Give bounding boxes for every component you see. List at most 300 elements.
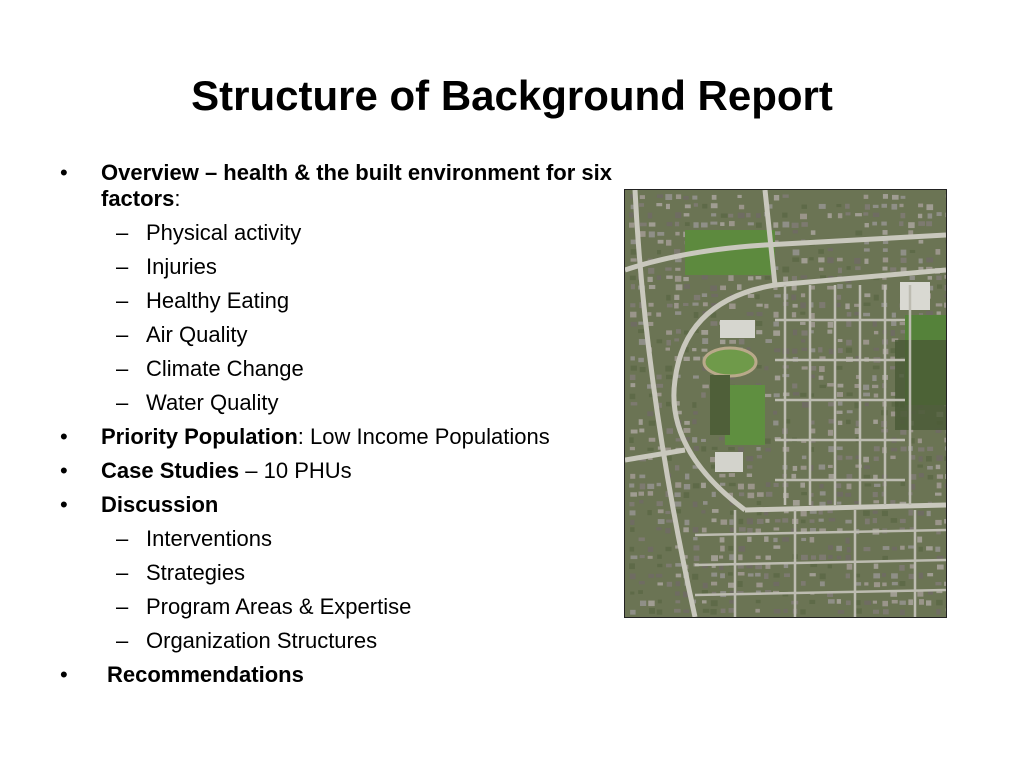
house-roof	[720, 537, 725, 542]
house-roof	[665, 194, 672, 200]
house-roof	[837, 303, 841, 307]
house-roof	[729, 483, 736, 486]
house-roof	[738, 572, 745, 576]
house-roof	[656, 527, 661, 530]
house-roof	[883, 609, 889, 614]
subbullet-label: Interventions	[146, 526, 272, 551]
house-roof	[801, 258, 807, 263]
house-roof	[676, 438, 681, 441]
aerial-photo	[624, 189, 947, 618]
house-roof	[676, 574, 681, 578]
dash-marker: –	[116, 322, 129, 347]
house-roof	[819, 302, 825, 308]
house-roof	[757, 455, 762, 458]
house-roof	[737, 581, 742, 587]
house-roof	[630, 520, 634, 525]
house-roof	[675, 232, 679, 236]
house-roof	[711, 582, 717, 586]
house-roof	[847, 392, 853, 396]
house-roof	[756, 223, 762, 228]
house-roof	[800, 312, 805, 315]
subbullet-healthy-eating	[60, 288, 640, 314]
house-roof	[629, 502, 634, 506]
bullet-discussion	[60, 492, 640, 518]
house-roof	[666, 330, 672, 334]
house-roof	[847, 484, 852, 490]
house-roof	[692, 419, 696, 424]
subbullet-program-areas	[60, 594, 640, 620]
house-roof	[873, 475, 878, 480]
house-roof	[674, 303, 679, 309]
house-roof	[712, 492, 716, 497]
house-roof	[829, 419, 835, 423]
bullet-marker: •	[60, 424, 68, 449]
house-roof	[910, 276, 915, 280]
aerial-field	[725, 385, 765, 445]
house-roof	[737, 284, 742, 290]
house-roof	[702, 528, 707, 533]
house-roof	[928, 475, 934, 480]
house-roof	[882, 204, 888, 208]
house-roof	[899, 204, 903, 207]
house-roof	[863, 313, 870, 316]
house-roof	[801, 528, 807, 532]
house-roof	[748, 294, 754, 298]
house-roof	[728, 572, 733, 575]
house-roof	[873, 492, 878, 497]
house-roof	[630, 356, 634, 360]
house-roof	[739, 339, 745, 345]
house-roof	[701, 439, 706, 442]
house-roof	[657, 582, 662, 585]
house-roof	[937, 311, 941, 314]
house-roof	[919, 473, 924, 477]
house-roof	[739, 205, 744, 209]
house-roof	[890, 456, 895, 459]
house-roof	[694, 556, 700, 561]
house-roof	[693, 527, 699, 533]
house-roof	[773, 322, 779, 327]
house-roof	[711, 573, 717, 577]
house-roof	[702, 338, 708, 344]
house-roof	[774, 483, 779, 487]
house-roof	[773, 312, 778, 318]
house-roof	[793, 392, 799, 395]
house-roof	[783, 277, 788, 282]
house-roof	[693, 545, 699, 550]
house-roof	[800, 214, 807, 220]
house-roof	[891, 348, 896, 353]
house-roof	[638, 322, 644, 325]
house-roof	[892, 195, 899, 200]
house-roof	[810, 564, 817, 567]
house-roof	[630, 375, 636, 380]
house-roof	[666, 240, 671, 246]
house-roof	[865, 204, 870, 209]
house-roof	[710, 285, 717, 291]
house-roof	[810, 537, 815, 542]
house-roof	[926, 204, 933, 210]
house-roof	[784, 573, 790, 577]
house-roof	[944, 438, 946, 443]
house-roof	[872, 222, 877, 226]
house-roof	[937, 556, 944, 559]
house-roof	[883, 248, 888, 252]
house-roof	[667, 582, 672, 587]
house-roof	[828, 322, 834, 328]
house-roof	[764, 573, 768, 579]
house-roof	[729, 519, 733, 525]
house-roof	[720, 483, 725, 486]
house-roof	[676, 284, 683, 290]
house-roof	[720, 546, 725, 552]
house-roof	[811, 555, 816, 559]
house-roof	[676, 194, 681, 199]
house-roof	[810, 519, 815, 523]
house-roof	[837, 284, 843, 289]
house-roof	[792, 257, 799, 261]
house-roof	[819, 484, 823, 489]
house-roof	[721, 519, 728, 524]
house-roof	[872, 385, 878, 388]
subbullet-air-quality	[60, 322, 640, 348]
house-roof	[703, 583, 708, 589]
house-roof	[846, 573, 850, 578]
house-roof	[800, 322, 805, 325]
house-roof	[648, 303, 653, 307]
house-roof	[801, 339, 805, 342]
house-roof	[926, 258, 933, 263]
house-roof	[845, 520, 851, 524]
house-roof	[818, 347, 822, 352]
house-roof	[685, 474, 689, 480]
subbullet-label: Program Areas & Expertise	[146, 594, 412, 619]
house-roof	[873, 213, 879, 217]
discussion-heading: Discussion	[101, 492, 219, 517]
house-roof	[800, 483, 805, 488]
house-roof	[855, 213, 862, 216]
house-roof	[638, 329, 645, 333]
house-roof	[649, 231, 655, 237]
house-roof	[631, 383, 636, 387]
house-roof	[765, 339, 772, 343]
house-roof	[829, 518, 835, 521]
house-roof	[756, 330, 762, 334]
house-roof	[721, 609, 726, 614]
house-roof	[640, 367, 646, 372]
house-roof	[774, 294, 781, 297]
house-roof	[819, 502, 825, 506]
house-roof	[675, 482, 681, 487]
house-roof	[936, 600, 943, 606]
house-roof	[712, 195, 717, 200]
house-roof	[676, 581, 681, 586]
house-roof	[837, 556, 842, 560]
overview-colon: :	[174, 186, 181, 211]
house-roof	[793, 249, 800, 255]
house-roof	[854, 258, 860, 264]
house-roof	[899, 581, 905, 586]
house-roof	[657, 483, 661, 486]
house-roof	[828, 564, 832, 568]
house-roof	[818, 249, 824, 254]
house-roof	[819, 510, 823, 514]
house-roof	[918, 439, 922, 444]
house-roof	[828, 430, 833, 436]
house-roof	[630, 447, 635, 450]
house-roof	[828, 545, 833, 550]
house-roof	[846, 600, 851, 605]
house-roof	[773, 222, 778, 227]
house-roof	[945, 483, 946, 487]
house-roof	[793, 304, 798, 308]
house-roof	[710, 222, 717, 225]
house-roof	[747, 465, 752, 468]
house-roof	[782, 518, 788, 522]
house-roof	[891, 321, 896, 326]
house-roof	[692, 303, 698, 306]
house-roof	[675, 212, 681, 218]
house-roof	[683, 428, 690, 433]
house-roof	[801, 581, 806, 586]
house-roof	[766, 492, 772, 497]
house-roof	[819, 204, 826, 209]
house-roof	[729, 608, 735, 613]
house-roof	[630, 527, 634, 532]
house-roof	[793, 500, 800, 506]
aerial-building	[900, 282, 930, 310]
house-roof	[748, 573, 754, 576]
house-roof	[801, 538, 806, 541]
house-roof	[793, 466, 797, 471]
house-roof	[693, 357, 700, 361]
house-roof	[827, 500, 832, 504]
house-roof	[701, 446, 706, 451]
house-roof	[738, 484, 744, 490]
subbullet-organization-structures	[60, 628, 640, 654]
house-roof	[792, 276, 797, 281]
house-roof	[874, 295, 879, 301]
house-roof	[773, 582, 779, 586]
house-roof	[666, 375, 672, 379]
bullet-recommendations	[60, 662, 640, 688]
house-roof	[908, 510, 913, 516]
subbullet-injuries	[60, 254, 640, 280]
house-roof	[845, 212, 850, 215]
aerial-building	[720, 320, 755, 338]
house-roof	[739, 519, 744, 524]
house-roof	[712, 509, 719, 513]
house-roof	[675, 311, 681, 315]
house-roof	[927, 466, 933, 470]
house-roof	[666, 340, 671, 346]
house-roof	[631, 366, 637, 371]
house-roof	[649, 608, 655, 614]
house-roof	[819, 366, 825, 372]
house-roof	[765, 448, 771, 452]
house-roof	[820, 581, 825, 586]
case-studies-text: – 10 PHUs	[239, 458, 352, 483]
house-roof	[944, 582, 946, 586]
house-roof	[865, 403, 869, 407]
house-roof	[648, 268, 654, 274]
house-roof	[692, 437, 697, 442]
house-roof	[936, 276, 941, 281]
house-roof	[639, 203, 644, 207]
house-roof	[801, 492, 807, 495]
house-roof	[685, 204, 691, 208]
house-roof	[712, 518, 717, 522]
house-roof	[701, 392, 706, 397]
house-roof	[874, 484, 880, 487]
house-roof	[909, 574, 915, 579]
house-roof	[892, 547, 897, 551]
house-roof	[693, 375, 699, 378]
house-roof	[757, 519, 764, 524]
house-roof	[873, 500, 879, 503]
house-roof	[827, 330, 832, 334]
house-roof	[892, 313, 896, 318]
house-roof	[711, 213, 716, 216]
bullet-case-studies	[60, 458, 640, 484]
house-roof	[935, 493, 942, 496]
house-roof	[674, 501, 681, 506]
house-roof	[683, 196, 688, 200]
house-roof	[639, 429, 644, 433]
house-roof	[855, 608, 862, 613]
house-roof	[836, 204, 841, 207]
house-roof	[703, 501, 708, 505]
house-roof	[729, 473, 735, 477]
house-roof	[640, 223, 647, 227]
house-roof	[846, 555, 851, 561]
house-roof	[891, 204, 897, 210]
house-roof	[846, 321, 851, 327]
house-roof	[874, 457, 879, 461]
house-roof	[647, 510, 651, 515]
house-roof	[748, 493, 755, 499]
house-roof	[809, 600, 815, 604]
house-roof	[891, 330, 895, 336]
house-roof	[837, 411, 843, 414]
subbullet-label: Water Quality	[146, 390, 279, 415]
house-roof	[720, 573, 725, 578]
house-roof	[629, 212, 633, 217]
house-roof	[639, 419, 643, 425]
house-roof	[631, 284, 635, 289]
house-roof	[935, 547, 940, 552]
house-roof	[738, 447, 744, 452]
house-roof	[638, 358, 644, 362]
house-roof	[674, 295, 679, 300]
house-roof	[755, 565, 762, 569]
house-roof	[827, 257, 833, 263]
house-roof	[945, 510, 946, 513]
house-roof	[701, 222, 708, 227]
house-roof	[846, 456, 853, 460]
house-roof	[647, 448, 653, 451]
house-roof	[945, 285, 946, 291]
house-roof	[800, 609, 805, 614]
house-roof	[675, 465, 679, 470]
house-roof	[864, 465, 870, 469]
house-roof	[629, 563, 635, 569]
house-roof	[674, 492, 680, 497]
house-roof	[746, 213, 750, 217]
house-roof	[927, 511, 931, 516]
house-roof	[756, 321, 762, 326]
house-roof	[684, 421, 690, 425]
house-roof	[648, 547, 653, 552]
house-roof	[665, 547, 671, 551]
house-roof	[910, 250, 915, 253]
house-roof	[746, 456, 753, 461]
house-roof	[874, 331, 878, 334]
house-roof	[800, 302, 806, 308]
bullet-marker: •	[60, 662, 68, 687]
house-roof	[883, 230, 888, 235]
house-roof	[863, 457, 869, 463]
bullet-marker: •	[60, 492, 68, 517]
house-roof	[728, 275, 733, 281]
house-roof	[774, 195, 779, 201]
house-roof	[702, 275, 708, 279]
house-roof	[640, 484, 646, 490]
house-roof	[873, 511, 878, 514]
house-roof	[847, 266, 851, 270]
house-roof	[711, 203, 718, 208]
house-roof	[793, 230, 798, 233]
house-roof	[766, 482, 771, 487]
house-roof	[917, 591, 923, 596]
house-roof	[692, 402, 696, 408]
house-roof	[899, 221, 903, 226]
house-roof	[936, 465, 941, 469]
house-roof	[656, 375, 661, 380]
house-roof	[647, 484, 654, 489]
house-roof	[703, 609, 710, 613]
house-roof	[739, 527, 746, 531]
house-roof	[656, 312, 661, 316]
house-roof	[919, 599, 924, 605]
house-roof	[828, 446, 833, 452]
house-roof	[891, 573, 898, 578]
house-roof	[855, 266, 860, 270]
house-roof	[845, 303, 849, 309]
subbullet-label: Air Quality	[146, 322, 248, 347]
house-roof	[782, 222, 789, 228]
house-roof	[873, 366, 880, 370]
house-roof	[863, 385, 869, 390]
house-roof	[936, 303, 943, 306]
house-roof	[702, 204, 707, 209]
house-roof	[756, 583, 762, 588]
house-roof	[838, 610, 844, 614]
house-roof	[765, 438, 771, 443]
house-roof	[935, 582, 941, 585]
house-roof	[774, 527, 780, 530]
house-roof	[693, 502, 698, 508]
house-roof	[638, 590, 643, 594]
house-roof	[729, 304, 735, 309]
house-roof	[684, 284, 690, 289]
house-roof	[684, 492, 690, 498]
house-roof	[711, 555, 718, 561]
house-roof	[901, 447, 907, 452]
house-roof	[937, 565, 944, 570]
house-roof	[631, 322, 638, 327]
bullet-priority-population	[60, 424, 640, 450]
